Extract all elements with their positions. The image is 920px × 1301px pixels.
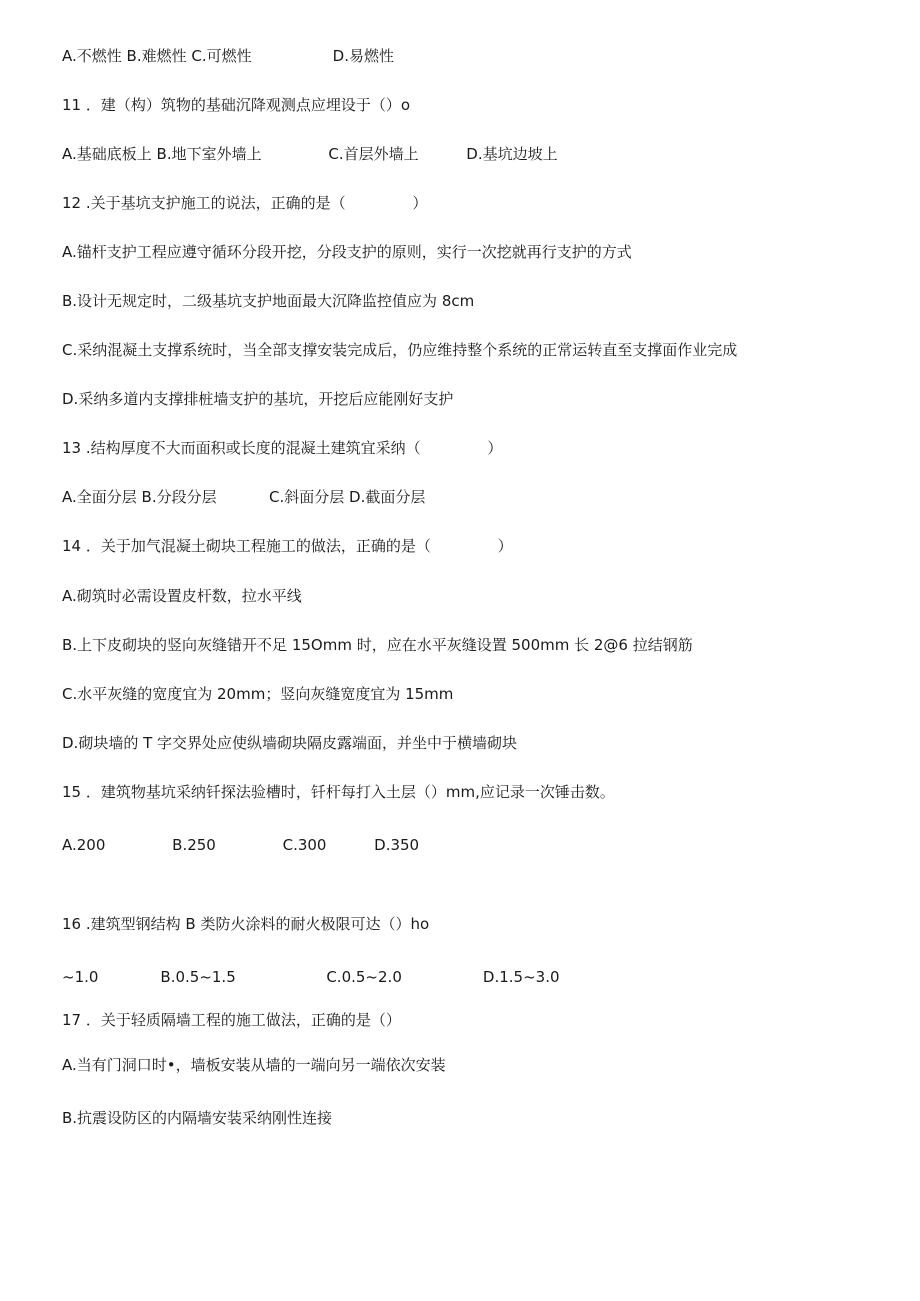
q12-option-c: C.采纳混凝土支撑系统时，当全部支撑安装完成后，仍应维持整个系统的正常运转直至支撑面作业完成: [62, 341, 738, 359]
q11-options: A.基础底板上 B.地下室外墙上 C.首层外墙上 D.基坑边坡上: [62, 145, 558, 163]
q10-options: A.不燃性 B.难燃性 C.可燃性 D.易燃性: [62, 47, 394, 65]
q16-options: ~1.0 B.0.5~1.5 C.0.5~2.0 D.1.5~3.0: [62, 968, 560, 986]
q15-question: 15 ．建筑物基坑采纳钎探法验槽时，钎杆每打入土层（）mm,应记录一次锤击数。: [62, 783, 615, 801]
q13-options: A.全面分层 B.分段分层 C.斜面分层 D.截面分层: [62, 488, 426, 506]
q12-option-d: D.采纳多道内支撑排桩墙支护的基坑，开挖后应能刚好支护: [62, 390, 454, 408]
q14-question: 14 ．关于加气混凝土砌块工程施工的做法，正确的是（ ）: [62, 537, 513, 555]
q17-question: 17 ．关于轻质隔墙工程的施工做法，正确的是（）: [62, 1011, 401, 1029]
q16-question: 16 .建筑型钢结构 B 类防火涂料的耐火极限可达（）ho: [62, 915, 430, 933]
q11-question: 11 ．建（构）筑物的基础沉降观测点应埋设于（）o: [62, 96, 411, 114]
q13-question: 13 .结构厚度不大而面积或长度的混凝土建筑宜采纳（ ）: [62, 439, 503, 457]
q12-question: 12 .关于基坑支护施工的说法，正确的是（ ）: [62, 194, 428, 212]
q17-option-b: B.抗震设防区的内隔墙安装采纳刚性连接: [62, 1109, 333, 1127]
q14-option-a: A.砌筑时必需设置皮杆数，拉水平线: [62, 587, 302, 605]
q15-options: A.200 B.250 C.300 D.350: [62, 836, 420, 854]
q12-option-a: A.锚杆支护工程应遵守循环分段开挖，分段支护的原则，实行一次挖就再行支护的方式: [62, 243, 632, 261]
q14-option-d: D.砌块墙的 T 字交界处应使纵墙砌块隔皮露端面，并坐中于横墙砌块: [62, 734, 518, 752]
q14-option-b: B.上下皮砌块的竖向灰缝错开不足 15Omm 时，应在水平灰缝设置 500mm 长 2@6 拉结钢筋: [62, 636, 693, 654]
q14-option-c: C.水平灰缝的宽度宜为 20mm；竖向灰缝宽度宜为 15mm: [62, 685, 454, 703]
q17-option-a: A.当有门洞口时•，墙板安装从墙的一端向另一端依次安装: [62, 1056, 446, 1074]
q12-option-b: B.设计无规定时，二级基坑支护地面最大沉降监控值应为 8cm: [62, 292, 475, 310]
